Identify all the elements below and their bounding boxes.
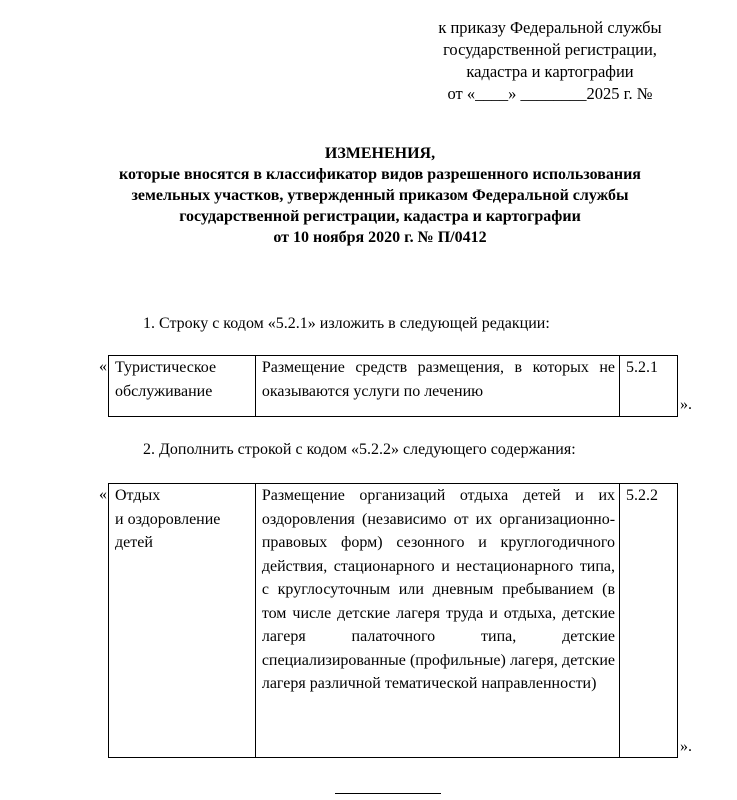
order-reference-line: кадастра и картографии [466, 62, 634, 81]
title-line: земельных участков, утвержденный приказом Федеральной службы [131, 187, 629, 204]
activity-code-cell: 5.2.1 [620, 356, 678, 417]
order-reference-header [420, 17, 680, 105]
order-reference-line: к приказу Федеральной службы [438, 18, 662, 37]
closing-quote: ». [680, 396, 692, 413]
title-heading: ИЗМЕНЕНИЯ, [324, 145, 436, 162]
table-row [109, 356, 678, 417]
document-title [60, 143, 700, 248]
footer-separator-line [335, 793, 441, 794]
activity-name-cell: Туристическое обслуживание [109, 356, 256, 417]
activity-name-cell [109, 484, 256, 758]
item-1-heading: 1. Строку с кодом «5.2.1» изложить в следующей редакции: [143, 315, 550, 332]
order-reference-line: государственной регистрации, [443, 40, 657, 59]
table-row [109, 484, 678, 758]
activity-description-cell: Размещение организаций отдыха детей и их оздоровления (независимо от их организационно-правовых форм) сезонного и круглогодичного действия, стационарного и нестационарного типа, с круглосуточным или дневным пребыванием (в том числе детские лагеря труда и отдыха, детские лагеря палаточного типа, детские специализированные (профильные) лагеря, детские лагеря различной тематической направленности) [255, 484, 619, 758]
opening-quote: « [99, 358, 107, 375]
activity-name-line: Отдых [115, 487, 161, 504]
title-line: от 10 ноября 2020 г. № П/0412 [273, 229, 487, 246]
activity-name-line: детей [115, 534, 153, 551]
title-line: государственной регистрации, кадастра и картографии [179, 208, 581, 225]
title-line: которые вносятся в классификатор видов разрешенного использования [119, 166, 641, 183]
opening-quote: « [99, 486, 107, 503]
order-date-number-line: от «____» ________2025 г. № [447, 84, 653, 103]
activity-description-cell: Размещение средств размещения, в которых не оказываются услуги по лечению [255, 356, 619, 417]
classifier-table-5-2-1 [108, 355, 678, 417]
classifier-table-5-2-2 [108, 483, 678, 758]
activity-name-line: и оздоровление [115, 510, 221, 528]
activity-code-cell: 5.2.2 [620, 484, 678, 758]
item-2-heading: 2. Дополнить строкой с кодом «5.2.2» следующего содержания: [143, 441, 576, 458]
closing-quote: ». [680, 738, 692, 755]
